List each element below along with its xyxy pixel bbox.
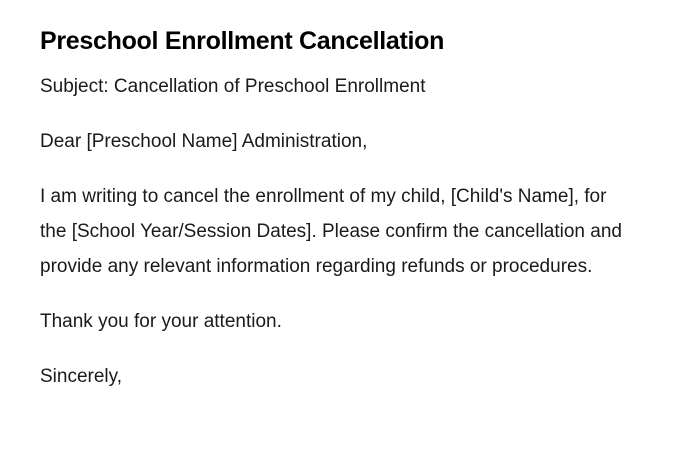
letter-greeting: Dear [Preschool Name] Administration,: [40, 131, 368, 152]
document-title: Preschool Enrollment Cancellation: [40, 27, 445, 55]
letter-document: [40, 24, 640, 394]
letter-thanks: Thank you for your attention.: [40, 311, 282, 332]
letter-body: I am writing to cancel the enrollment of my child, [Child's Name], for the [School Year/Session Dates]. Please confirm the cancellation and provide any relevant information regarding refunds or procedures.: [40, 186, 622, 277]
letter-subject: Subject: Cancellation of Preschool Enrollment: [40, 76, 426, 97]
letter-closing: Sincerely,: [40, 366, 123, 387]
